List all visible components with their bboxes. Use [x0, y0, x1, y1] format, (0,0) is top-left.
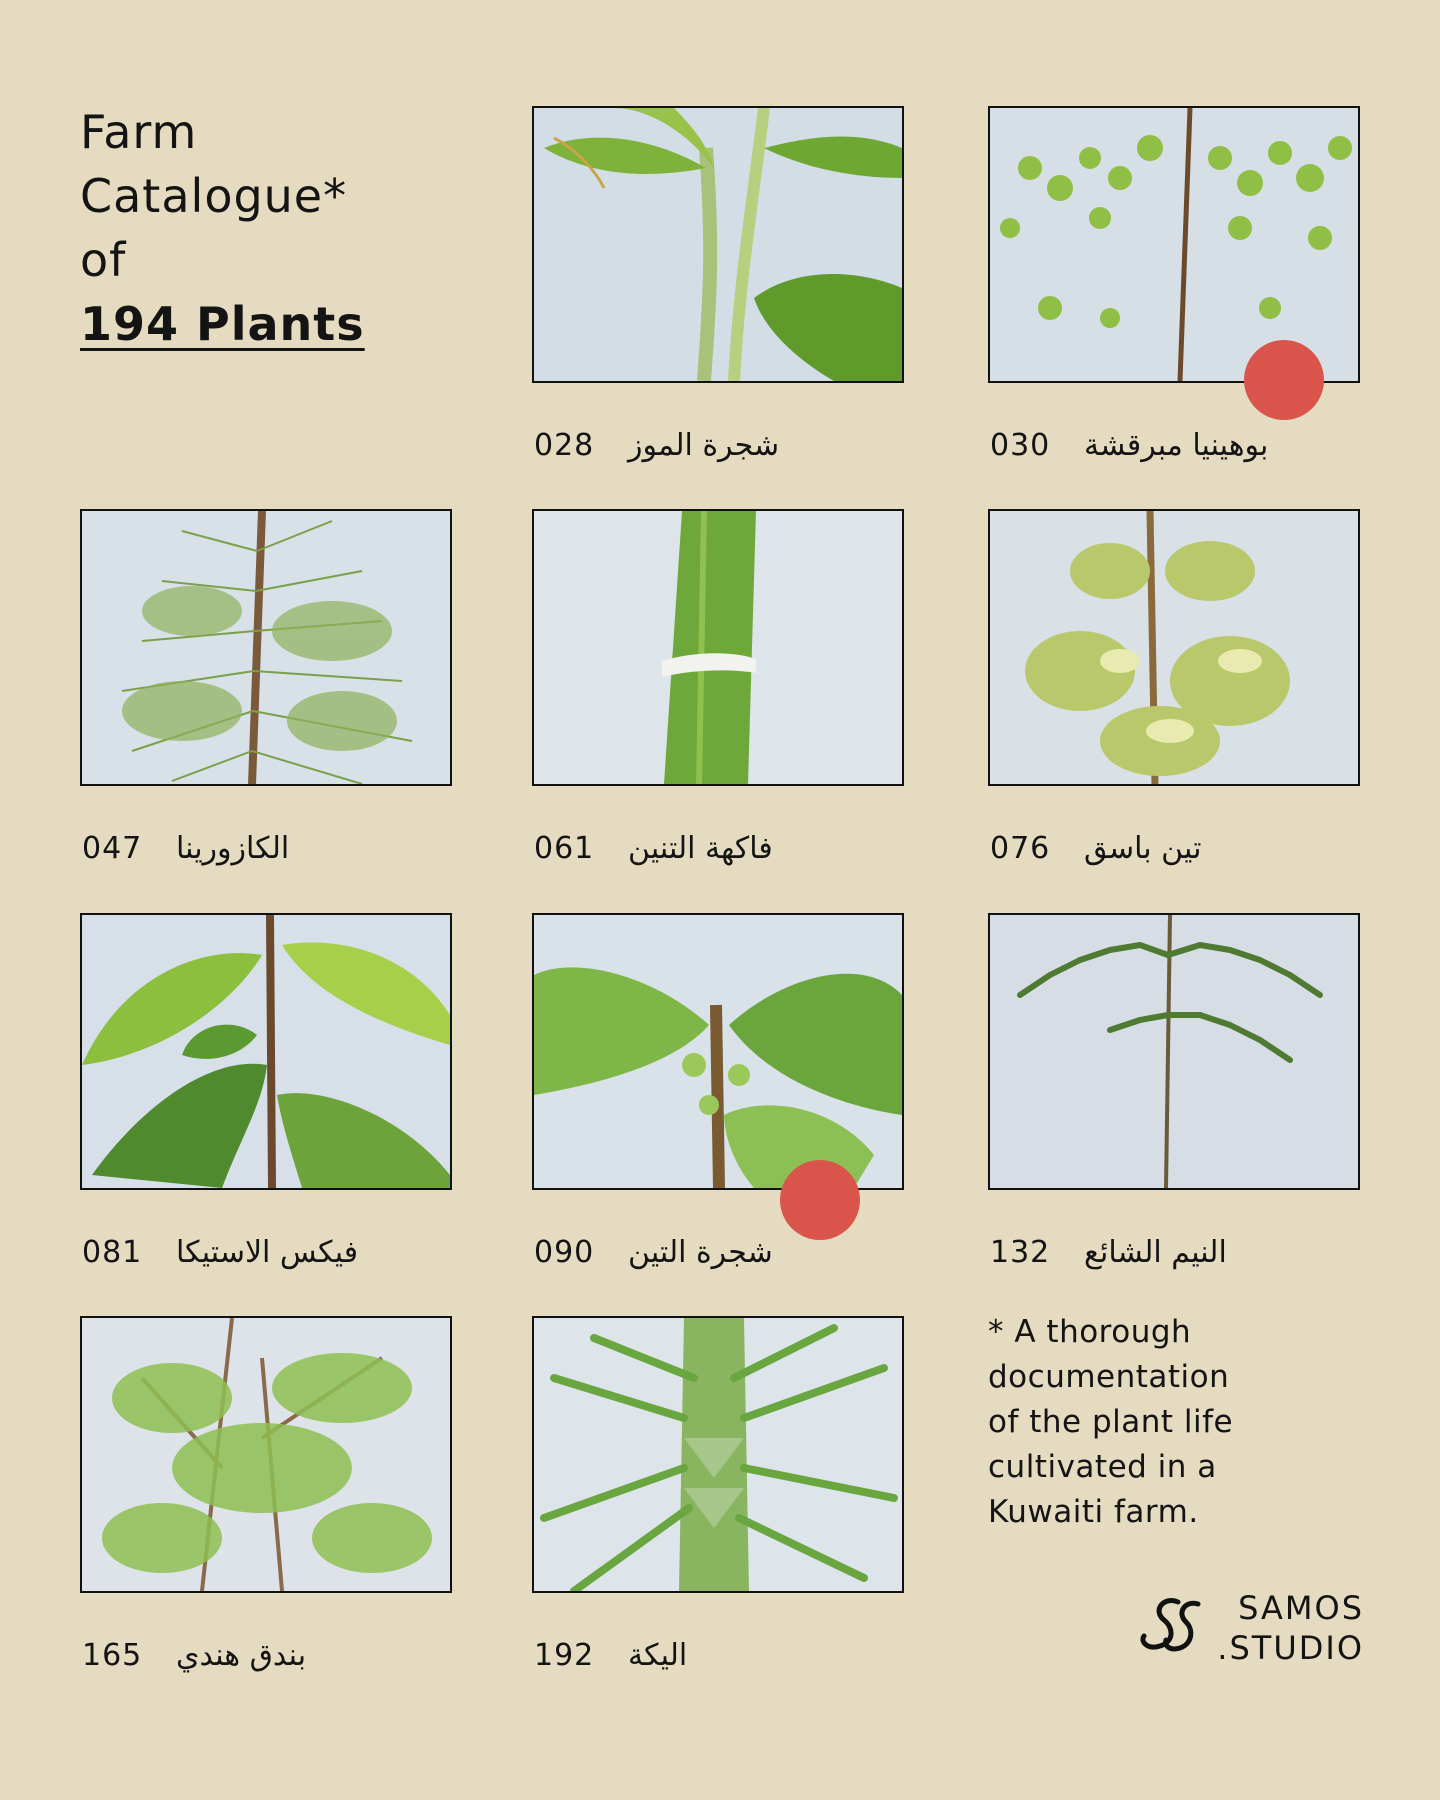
plant-card-192[interactable]	[532, 1316, 904, 1673]
logo-line-1: SAMOS	[1238, 1589, 1364, 1627]
note-line-5: Kuwaiti farm.	[988, 1494, 1199, 1530]
plant-number: 061	[534, 831, 595, 866]
note-line-4: cultivated in a	[988, 1449, 1217, 1485]
plant-card-090[interactable]	[532, 913, 904, 1270]
plant-card-047[interactable]	[80, 509, 452, 866]
ficus-elastica-plant-photo	[80, 913, 452, 1190]
plant-name: تين باسق	[1084, 831, 1202, 866]
plant-number: 192	[534, 1638, 595, 1673]
fig-tree-plant-photo	[532, 913, 904, 1190]
plant-card-165[interactable]	[80, 1316, 452, 1673]
title-line-3: of	[80, 233, 127, 287]
samos-studio-logo	[1134, 1588, 1374, 1668]
plant-card-076[interactable]	[988, 509, 1360, 866]
logo-line-2: .STUDIO	[1217, 1629, 1364, 1667]
title-line-2: Catalogue*	[80, 169, 348, 223]
plant-card-028[interactable]	[532, 106, 904, 463]
plant-name: شجرة التين	[628, 1235, 773, 1270]
note-line-1: * A thorough	[988, 1314, 1192, 1350]
plant-name: فاكهة التنين	[628, 831, 773, 866]
yucca-plant-photo	[532, 1316, 904, 1593]
title-line-4: 194 Plants	[80, 297, 365, 351]
plant-name: فيكس الاستيكا	[176, 1235, 359, 1270]
plant-name: بوهينيا مبرقشة	[1084, 428, 1269, 463]
plant-card-132[interactable]	[988, 913, 1360, 1270]
plant-number: 028	[534, 428, 595, 463]
plant-card-081[interactable]	[80, 913, 452, 1270]
plant-name: بندق هندي	[176, 1638, 307, 1673]
note-line-2: documentation	[988, 1359, 1230, 1395]
plant-number: 165	[82, 1638, 143, 1673]
plant-name: النيم الشائع	[1084, 1235, 1227, 1270]
banana-plant-photo	[532, 106, 904, 383]
plant-name: اليكة	[628, 1638, 688, 1673]
samos-logo-icon	[1134, 1596, 1206, 1662]
plant-number: 090	[534, 1235, 595, 1270]
plant-number: 081	[82, 1235, 143, 1270]
plant-card-030[interactable]	[988, 106, 1360, 463]
red-dot-sticker	[1244, 340, 1324, 420]
plant-number: 047	[82, 831, 143, 866]
note-line-3: of the plant life	[988, 1404, 1234, 1440]
plant-number: 030	[990, 428, 1051, 463]
red-dot-sticker	[780, 1160, 860, 1240]
plant-name: الكازورينا	[176, 831, 290, 866]
moringa-plant-photo	[80, 1316, 452, 1593]
plant-number: 132	[990, 1235, 1051, 1270]
catalogue-title	[80, 100, 365, 356]
casuarina-plant-photo	[80, 509, 452, 786]
title-line-1: Farm	[80, 105, 198, 159]
dragon-fruit-plant-photo	[532, 509, 904, 786]
neem-plant-photo	[988, 913, 1360, 1190]
plant-card-061[interactable]	[532, 509, 904, 866]
bauhinia-plant-photo	[988, 106, 1360, 383]
plant-number: 076	[990, 831, 1051, 866]
ficus-benjamina-plant-photo	[988, 509, 1360, 786]
catalogue-footnote	[988, 1310, 1368, 1535]
plant-name: شجرة الموز	[628, 428, 780, 463]
